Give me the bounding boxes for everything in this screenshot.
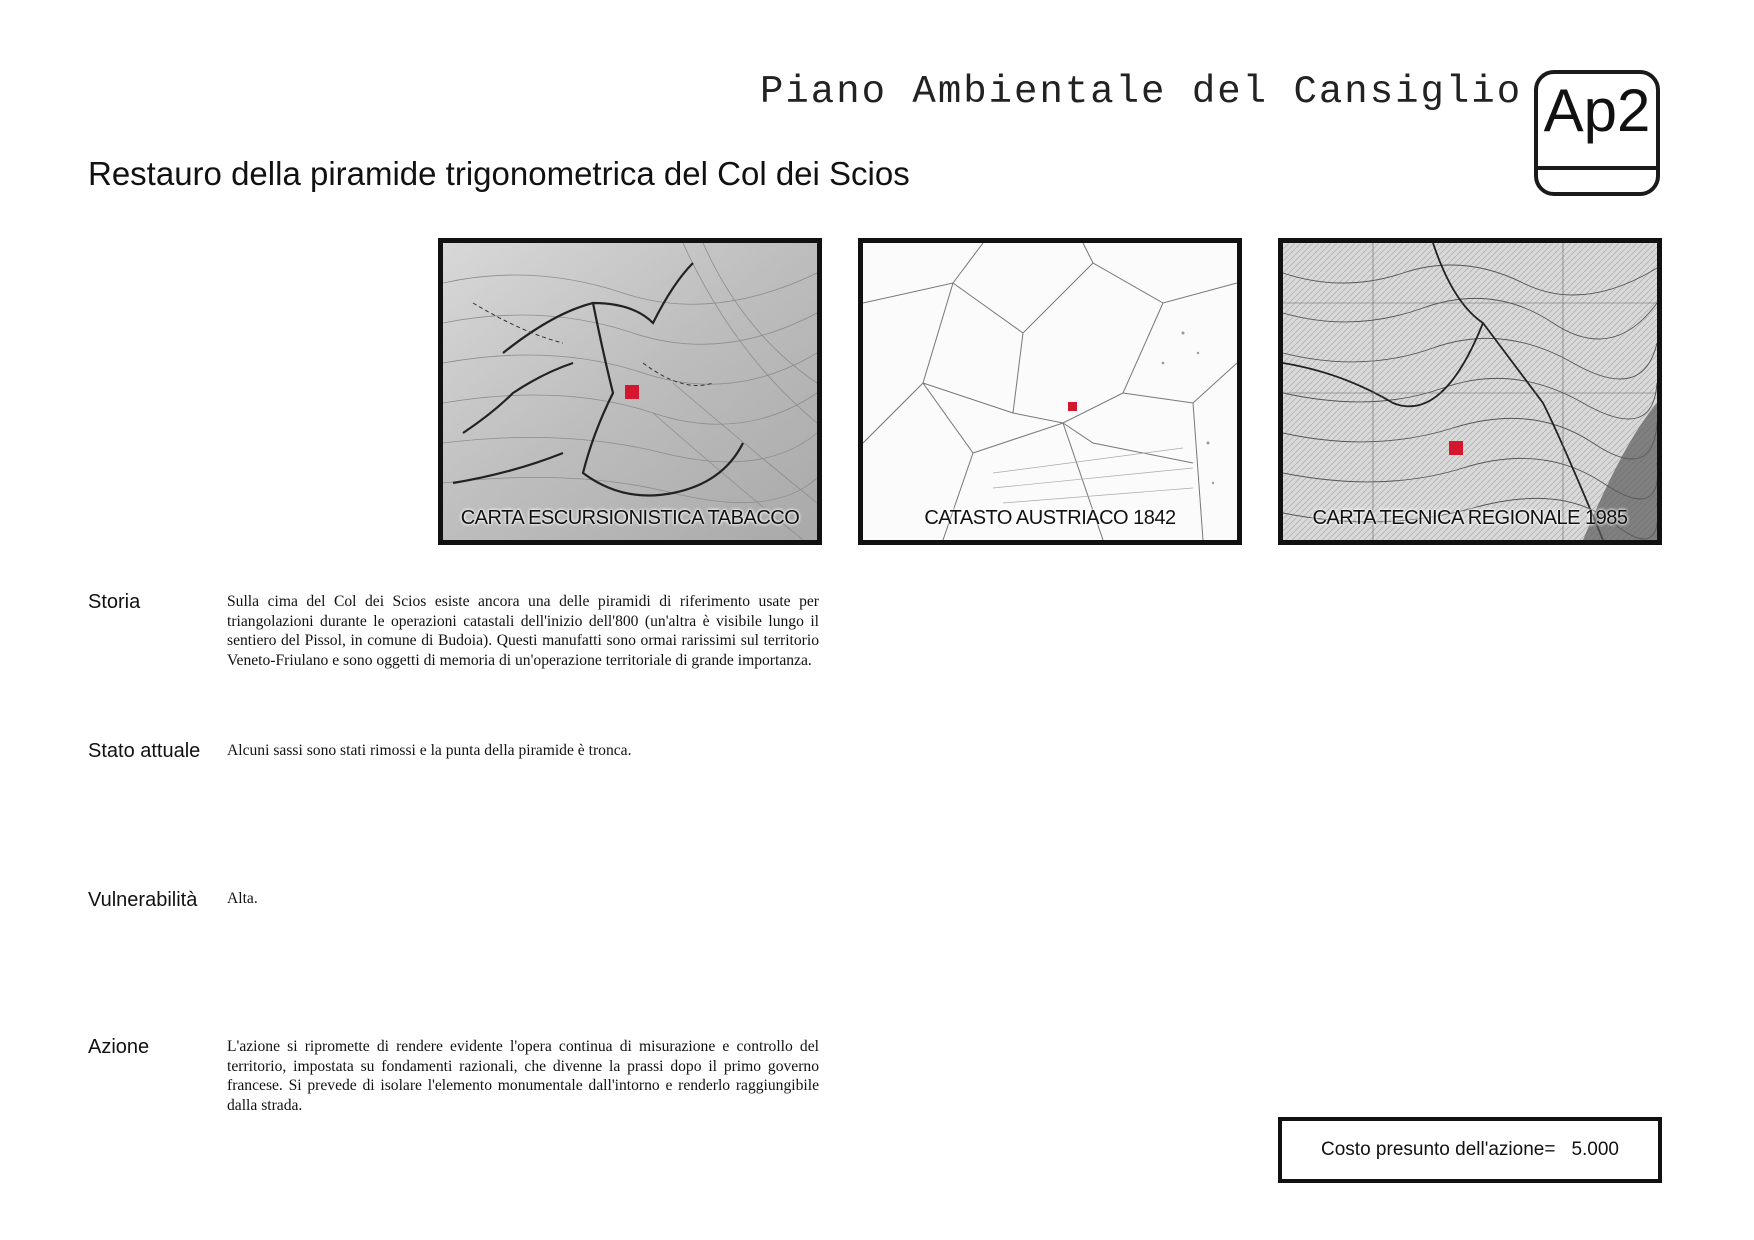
map-tabacco: [438, 238, 822, 545]
section-label-stato-attuale: Stato attuale: [88, 740, 201, 762]
section-label-storia: Storia: [88, 591, 141, 613]
cadastral-map-image: [863, 243, 1237, 540]
location-marker: [1068, 402, 1077, 411]
map-catasto-austriaco: [858, 238, 1242, 545]
map-carta-tecnica-regionale: [1278, 238, 1662, 545]
map-caption: CARTA ESCURSIONISTICA TABACCO: [460, 507, 800, 529]
section-label-azione: Azione: [88, 1036, 150, 1058]
sheet-code: Ap2: [1543, 77, 1651, 144]
location-marker: [1449, 441, 1463, 455]
section-text-vulnerabilita: Alta.: [227, 890, 258, 907]
section-text-azione: L'azione si ripromette di rendere evidente l'opera continua di misurazione e controllo del territorio, impostata su fondamenti razionali, che divenne la prassi dopo il primo governo francese. Si prevede di isolare l'elemento monumentale dall'intorno e renderlo raggiungibile dalla strada.: [227, 1038, 819, 1114]
technical-map-image: [1283, 243, 1657, 540]
document-title: Piano Ambientale del Cansiglio: [760, 70, 1523, 114]
map-caption: CARTA TECNICA REGIONALE 1985: [1312, 507, 1628, 529]
section-text-storia: Sulla cima del Col dei Scios esiste ancora una delle piramidi di riferimento usate per triangolazioni durante le operazioni catastali dell'inizio dell'800 (un'altra è visibile lungo il sentiero del Pissol, in comune di Budoia). Questi manufatti sono ormai rarissimi sul territorio Veneto-Friulano e sono oggetti di memoria di un'operazione territoriale di grande importanza.: [227, 593, 819, 669]
map-caption: CATASTO AUSTRIACO 1842: [924, 507, 1176, 529]
cost-label: Costo presunto dell'azione=: [1321, 1139, 1556, 1160]
section-label-vulnerabilita: Vulnerabilità: [88, 889, 198, 911]
section-text-stato-attuale: Alcuni sassi sono stati rimossi e la punta della piramide è tronca.: [227, 742, 632, 759]
cost-box: [1278, 1117, 1662, 1183]
cost-value: 5.000: [1571, 1139, 1619, 1160]
action-title: Restauro della piramide trigonometrica del Col dei Scios: [88, 155, 910, 192]
location-marker: [625, 385, 639, 399]
sheet-code-badge: [1534, 70, 1660, 196]
badge-divider: [1538, 166, 1656, 170]
